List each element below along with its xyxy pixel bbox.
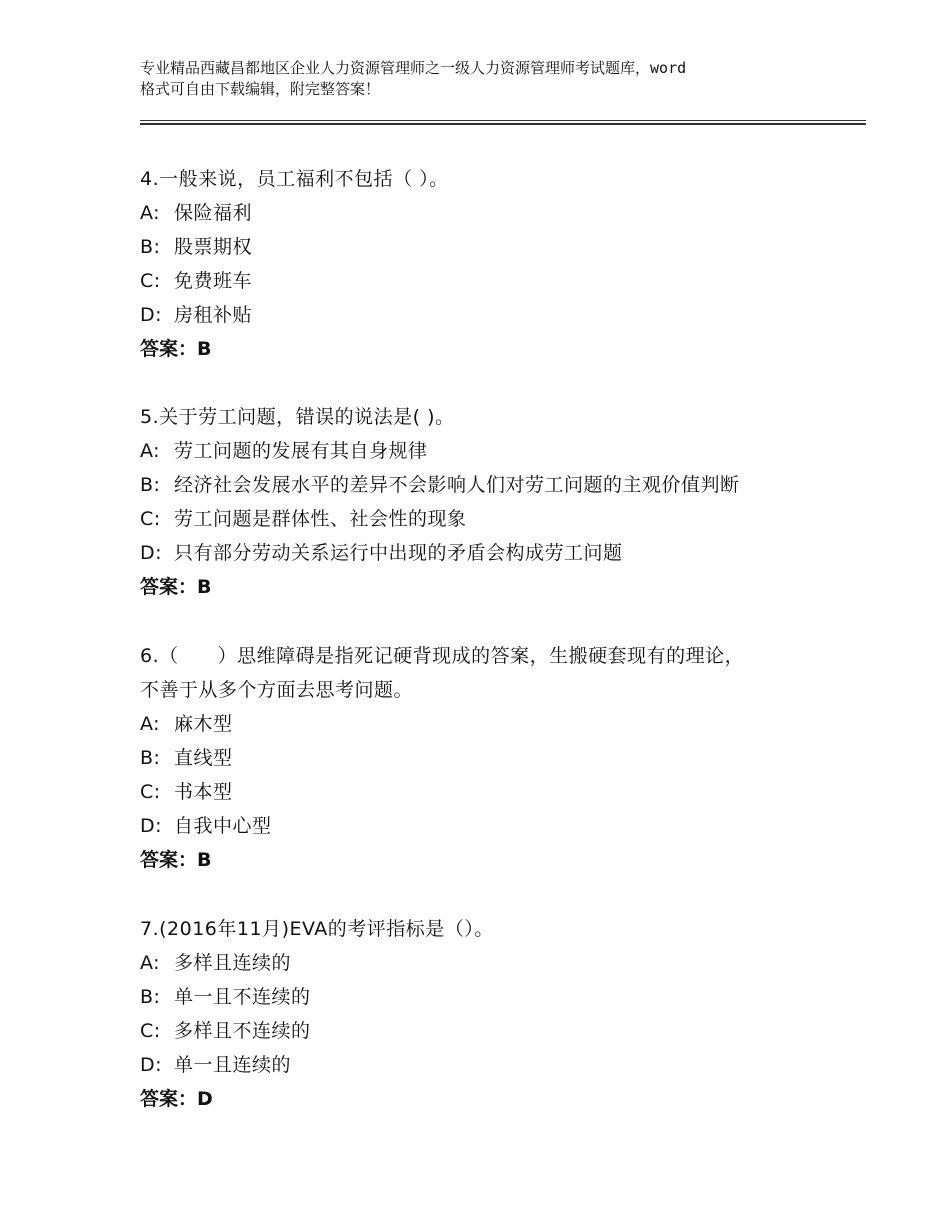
option-text: 只有部分劳动关系运行中出现的矛盾会构成劳工问题 — [174, 542, 623, 564]
question-title: 5.关于劳工问题，错误的说法是( )。 — [140, 406, 455, 428]
option-d — [140, 298, 860, 332]
option-text: 保险福利 — [174, 202, 253, 224]
answer-label: 答案：B — [140, 576, 212, 598]
option-text: 单一且连续的 — [174, 1054, 292, 1076]
option-b — [140, 468, 860, 502]
question-4 — [140, 162, 860, 366]
option-c — [140, 502, 860, 536]
option-text: 直线型 — [174, 747, 233, 769]
option-text: 多样且连续的 — [174, 952, 292, 974]
header-line-1: 专业精品西藏昌都地区企业人力资源管理师之一级人力资源管理师考试题库，word — [140, 59, 687, 77]
option-d — [140, 809, 860, 843]
question-7 — [140, 912, 860, 1116]
question-5 — [140, 400, 860, 604]
option-c — [140, 1014, 860, 1048]
option-text: 股票期权 — [174, 236, 253, 258]
answer-label: 答案：D — [140, 1088, 213, 1110]
question-title: 7.(2016年11月)EVA的考评指标是（）。 — [140, 918, 494, 940]
option-text: 书本型 — [174, 781, 233, 803]
option-letter: D: — [140, 542, 163, 564]
option-b — [140, 980, 860, 1014]
option-letter: B: — [140, 986, 161, 1008]
option-b — [140, 741, 860, 775]
option-letter: A: — [140, 952, 161, 974]
answer-label: 答案：B — [140, 849, 212, 871]
option-text: 单一且不连续的 — [174, 986, 311, 1008]
option-letter: A: — [140, 713, 161, 735]
document-header — [140, 58, 840, 100]
question-6 — [140, 639, 860, 877]
option-letter: C: — [140, 508, 161, 530]
option-a — [140, 707, 860, 741]
answer-label: 答案：B — [140, 338, 212, 360]
option-letter: A: — [140, 202, 161, 224]
option-letter: A: — [140, 440, 161, 462]
option-letter: D: — [140, 304, 163, 326]
option-letter: B: — [140, 747, 161, 769]
option-c — [140, 264, 860, 298]
option-letter: C: — [140, 1020, 161, 1042]
option-text: 经济社会发展水平的差异不会影响人们对劳工问题的主观价值判断 — [174, 474, 740, 496]
option-letter: D: — [140, 815, 163, 837]
option-a — [140, 196, 860, 230]
option-letter: D: — [140, 1054, 163, 1076]
option-letter: B: — [140, 474, 161, 496]
option-text: 劳工问题的发展有其自身规律 — [174, 440, 428, 462]
option-text: 麻木型 — [174, 713, 233, 735]
option-text: 房租补贴 — [174, 304, 253, 326]
option-text: 劳工问题是群体性、社会性的现象 — [174, 508, 467, 530]
option-b — [140, 230, 860, 264]
option-text: 免费班车 — [174, 270, 253, 292]
option-text: 自我中心型 — [174, 815, 272, 837]
question-title-line-1: 6.（ ）思维障碍是指死记硬背现成的答案，生搬硬套现有的理论， — [140, 645, 745, 667]
option-d — [140, 536, 860, 570]
option-letter: C: — [140, 781, 161, 803]
option-c — [140, 775, 860, 809]
option-letter: B: — [140, 236, 161, 258]
option-text: 多样且不连续的 — [174, 1020, 311, 1042]
option-a — [140, 946, 860, 980]
header-line-2: 格式可自由下载编辑，附完整答案！ — [140, 80, 381, 98]
question-title-line-2: 不善于从多个方面去思考问题。 — [140, 679, 414, 701]
option-d — [140, 1048, 860, 1082]
option-letter: C: — [140, 270, 161, 292]
question-title: 4.一般来说，员工福利不包括（ ）。 — [140, 168, 449, 190]
option-a — [140, 434, 860, 468]
header-divider — [140, 120, 866, 125]
